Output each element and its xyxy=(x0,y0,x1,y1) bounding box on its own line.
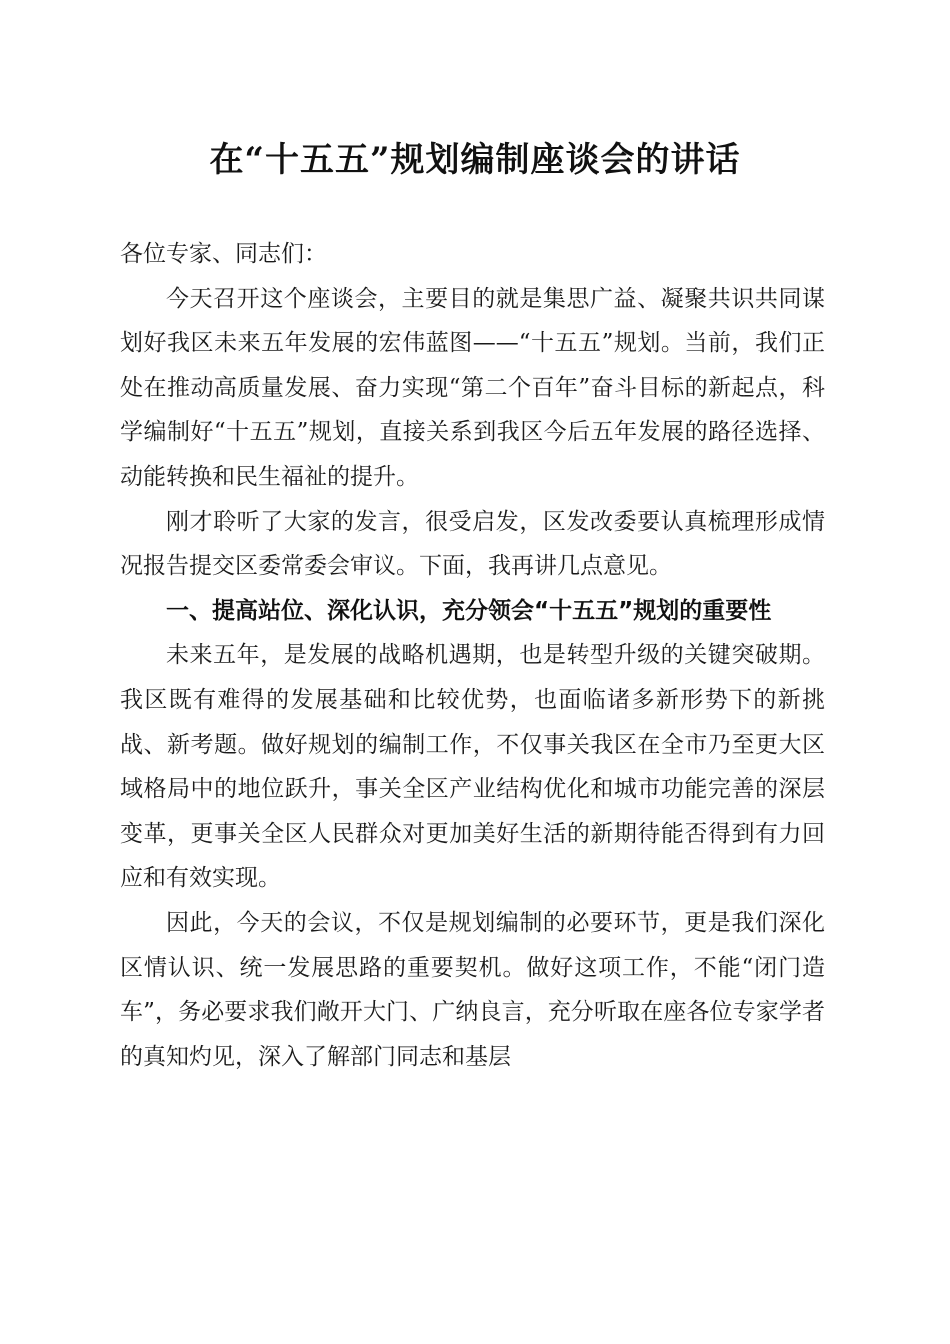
paragraph-meeting-purpose: 因此，今天的会议，不仅是规划编制的必要环节，更是我们深化区情认识、统一发展思路的重要契机。做好这项工作，不能“闭门造车”，务必要求我们敞开大门、广纳良言，充分听取在座各位专家学者的真知灼见，深入了解部门同志和基层 xyxy=(120,909,825,1070)
section-heading: 一、提高站位、深化认识，充分领会“十五五”规划的重要性 xyxy=(166,597,772,624)
document-title: 在“十五五”规划编制座谈会的讲话 xyxy=(209,140,741,180)
document-body xyxy=(120,232,825,1079)
paragraph-opening: 今天召开这个座谈会，主要目的就是集思广益、凝聚共识共同谋划好我区未来五年发展的宏伟蓝图——“十五五”规划。当前，我们正处在推动高质量发展、奋力实现“第二个百年”奋斗目标的新起点，科学编制好“十五五”规划，直接关系到我区今后五年发展的路径选择、动能转换和民生福祉的提升。 xyxy=(120,285,825,490)
paragraph-strategic-period: 未来五年，是发展的战略机遇期，也是转型升级的关键突破期。我区既有难得的发展基础和比较优势，也面临诸多新形势下的新挑战、新考题。做好规划的编制工作，不仅事关我区在全市乃至更大区域格局中的地位跃升，事关全区产业结构优化和城市功能完善的深层变革，更事关全区人民群众对更加美好生活的新期待能否得到有力回应和有效实现。 xyxy=(120,642,825,892)
paragraph-feedback: 刚才聆听了大家的发言，很受启发，区发改委要认真梳理形成情况报告提交区委常委会审议。下面，我再讲几点意见。 xyxy=(120,508,825,580)
greeting: 各位专家、同志们： xyxy=(120,241,327,267)
